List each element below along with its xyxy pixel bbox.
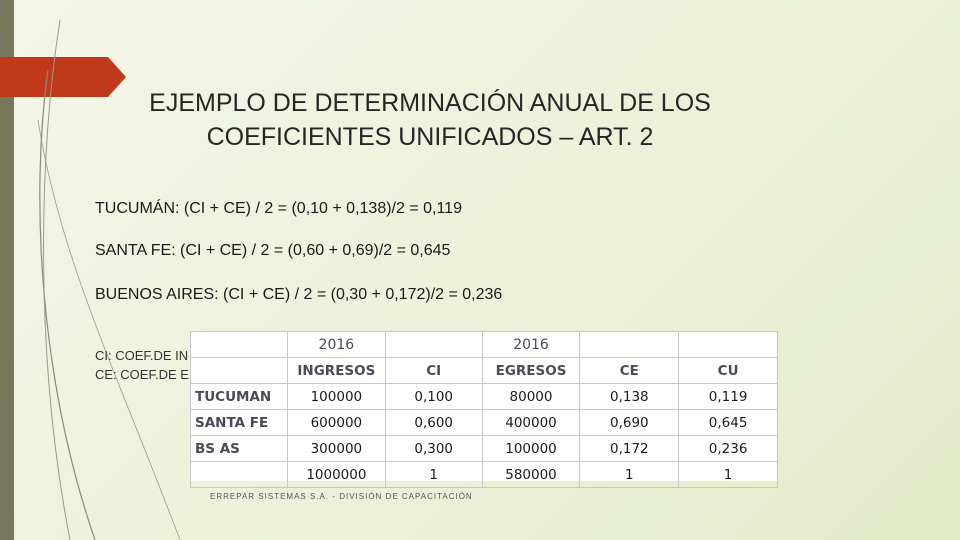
- formula-tucuman: TUCUMÁN: (CI + CE) / 2 = (0,10 + 0,138)/2 = 0,119: [95, 200, 462, 217]
- title-line-1: EJEMPLO DE DETERMINACIÓN ANUAL DE LOS: [149, 89, 711, 117]
- row-label: TUCUMAN: [191, 384, 288, 410]
- table-cell: 0,600: [385, 410, 482, 436]
- page-title: [60, 86, 800, 154]
- table-header-cell: CU: [679, 358, 778, 384]
- table-cell: 2016: [287, 332, 385, 358]
- title-line-2: COEFICIENTES UNIFICADOS – ART. 2: [206, 123, 654, 151]
- table-header-row: [191, 358, 778, 384]
- table-year-row: [191, 332, 778, 358]
- table-header-cell: CE: [580, 358, 679, 384]
- table-cell: 1: [679, 462, 778, 488]
- coefficients-table: [190, 331, 778, 481]
- table-cell: 0,119: [679, 384, 778, 410]
- table-cell: 0,100: [385, 384, 482, 410]
- row-label: [191, 462, 288, 488]
- table-cell: 80000: [482, 384, 580, 410]
- table-cell: 1: [385, 462, 482, 488]
- table-cell: 0,690: [580, 410, 679, 436]
- table-cell: 100000: [482, 436, 580, 462]
- table-header-cell: INGRESOS: [287, 358, 385, 384]
- table-cell: 300000: [287, 436, 385, 462]
- table-cell: [580, 332, 679, 358]
- table-cell: 1: [580, 462, 679, 488]
- table-header-cell: EGRESOS: [482, 358, 580, 384]
- table-cell: 0,300: [385, 436, 482, 462]
- legend-ce: CE: COEF.DE E: [95, 367, 189, 382]
- table-row: [191, 384, 778, 410]
- table-total-row: [191, 462, 778, 488]
- table-row: [191, 436, 778, 462]
- table-header-cell: CI: [385, 358, 482, 384]
- table-cell: 400000: [482, 410, 580, 436]
- table-row: [191, 410, 778, 436]
- table-cell: 0,172: [580, 436, 679, 462]
- table-header-cell: [191, 358, 288, 384]
- formula-buenos-aires: BUENOS AIRES: (CI + CE) / 2 = (0,30 + 0,172)/2 = 0,236: [95, 286, 503, 303]
- table-cell: 600000: [287, 410, 385, 436]
- legend-ci: CI: COEF.DE IN: [95, 348, 189, 363]
- footer-text: ERREPAR SISTEMAS S.A. - DIVISIÓN DE CAPACITACIÓN: [210, 492, 473, 501]
- formula-santa-fe: SANTA FE: (CI + CE) / 2 = (0,60 + 0,69)/2 = 0,645: [95, 242, 451, 259]
- table-cell: [679, 332, 778, 358]
- table-cell: 2016: [482, 332, 580, 358]
- table-cell: 100000: [287, 384, 385, 410]
- table-cell: 1000000: [287, 462, 385, 488]
- table-cell: [385, 332, 482, 358]
- table-cell: [191, 332, 288, 358]
- table-cell: 0,138: [580, 384, 679, 410]
- table-cell: 0,645: [679, 410, 778, 436]
- row-label: BS AS: [191, 436, 288, 462]
- table-cell: 0,236: [679, 436, 778, 462]
- row-label: SANTA FE: [191, 410, 288, 436]
- table-cell: 580000: [482, 462, 580, 488]
